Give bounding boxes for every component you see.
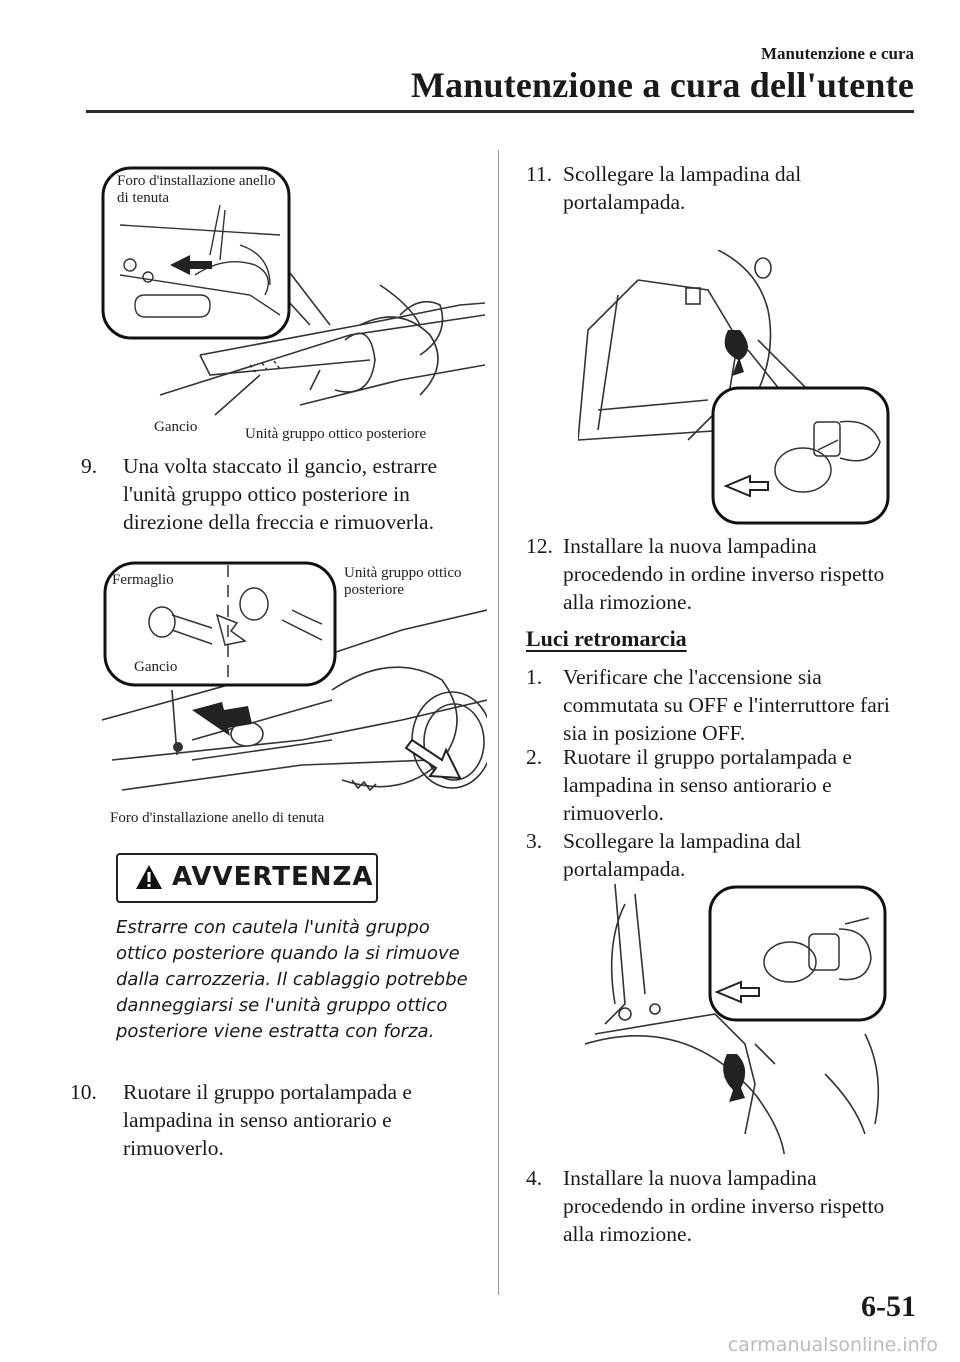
- step-text: Installare la nuova lampadina procedendo in ordine inverso rispetto alla rimozione.: [563, 1166, 885, 1246]
- reverse-step-4: [526, 1164, 916, 1248]
- step-number: 10.: [70, 1080, 97, 1104]
- step-number: 9.: [81, 454, 98, 478]
- column-divider: [498, 150, 499, 1295]
- fig2-label-unit: Unità gruppo ottico posteriore: [344, 565, 462, 598]
- figure-rear-light-hook: [100, 165, 485, 445]
- step-number: 11.: [526, 162, 553, 186]
- warning-title: AVVERTENZA: [172, 862, 374, 892]
- warning-icon: [135, 864, 163, 890]
- fig1-label-hole: Foro d'installazione anello di tenuta: [117, 173, 276, 206]
- fig1-label-unit: Unità gruppo ottico posteriore: [245, 426, 427, 442]
- chapter-title: Manutenzione e cura: [761, 44, 914, 63]
- step-text: Ruotare il gruppo portalampada e lampadina in senso antiorario e rimuoverlo.: [123, 1080, 412, 1160]
- step-text: Installare la nuova lampadina procedendo in ordine inverso rispetto alla rimozione.: [563, 534, 885, 614]
- step-text: Ruotare il gruppo portalampada e lampadina in senso antiorario e rimuoverlo.: [563, 745, 852, 825]
- step-text: Scollegare la lampadina dal portalampada.: [563, 829, 802, 881]
- watermark: carmanualsonline.info: [727, 1334, 938, 1356]
- reverse-step-3: [526, 827, 916, 883]
- warning-body: Estrarre con cautela l'unità gruppo ottico posteriore quando la si rimuove dalla carrozzeria. Il cablaggio potrebbe danneggiarsi se l'unità gruppo ottico posteriore viene estratta con forza.: [116, 917, 468, 1042]
- step-11: [526, 160, 916, 216]
- step-9: [81, 452, 476, 536]
- fig1-label-hook: Gancio: [154, 419, 198, 435]
- step-text: Verificare che l'accensione sia commutata su OFF e l'interruttore fari sia in posizione OFF.: [563, 665, 890, 745]
- header-rule: [86, 110, 914, 113]
- figure-bulb-removal: [578, 250, 890, 525]
- step-number: 4.: [526, 1166, 543, 1190]
- reverse-step-1: [526, 663, 916, 747]
- step-text: Una volta staccato il gancio, estrarre l'unità gruppo ottico posteriore in direzione della freccia e rimuoverla.: [123, 454, 437, 534]
- page-title: Manutenzione a cura dell'utente: [410, 65, 914, 105]
- figure-rear-light-clip: [102, 560, 487, 822]
- figure-reverse-light-bulb: [585, 884, 890, 1154]
- fig2-label-hook: Gancio: [134, 659, 178, 675]
- fig2-label-clip: Fermaglio: [112, 572, 174, 588]
- step-number: 2.: [526, 745, 543, 769]
- page-number: 6-51: [861, 1290, 916, 1323]
- step-number: 1.: [526, 665, 543, 689]
- step-10: [70, 1078, 475, 1162]
- fig2-label-hole: Foro d'installazione anello di tenuta: [110, 810, 325, 826]
- step-12: [526, 532, 916, 616]
- step-text: Scollegare la lampadina dal portalampada.: [563, 162, 802, 214]
- step-number: 3.: [526, 829, 543, 853]
- step-number: 12.: [526, 534, 553, 558]
- section-title: Luci retromarcia: [526, 626, 687, 651]
- reverse-step-2: [526, 743, 916, 827]
